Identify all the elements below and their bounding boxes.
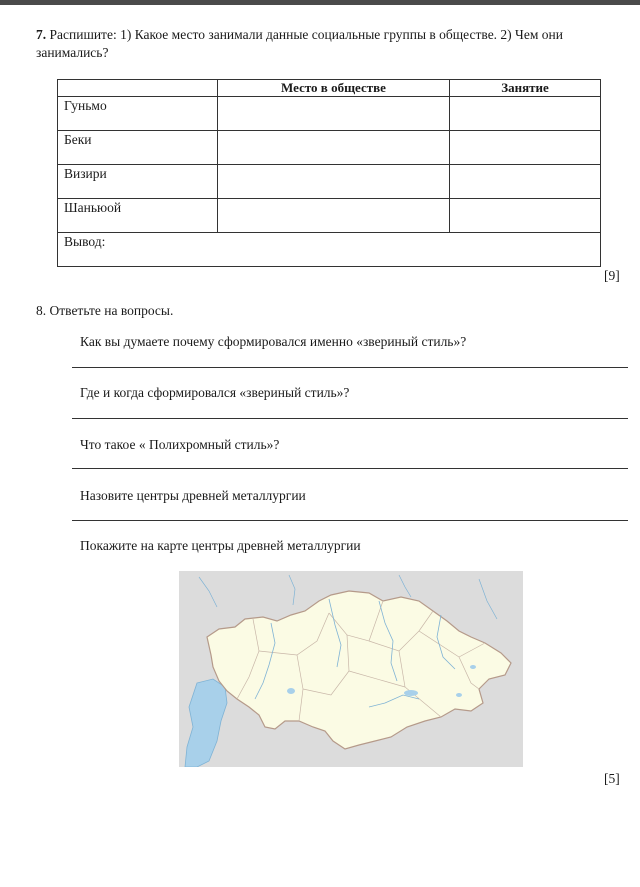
- place-cell[interactable]: [218, 97, 450, 131]
- conclusion-cell[interactable]: Вывод:: [58, 233, 601, 267]
- question-8-item-2: Где и когда сформировался «звериный стиль»?: [80, 385, 350, 400]
- question-8-title: 8. Ответьте на вопросы.: [36, 303, 174, 318]
- question-8-item-5: Покажите на карте центры древней металлургии: [80, 538, 361, 553]
- table-row: [58, 165, 601, 199]
- question-7-number: 7.: [36, 27, 47, 42]
- answer-line-3[interactable]: [72, 468, 628, 469]
- question-8-item-3: Что такое « Полихромный стиль»?: [80, 437, 280, 452]
- header-occupation: Занятие: [450, 80, 601, 97]
- social-groups-table: [57, 79, 601, 267]
- question-8-item-1: Как вы думаете почему сформировался именно «звериный стиль»?: [80, 334, 467, 349]
- table-row: [58, 131, 601, 165]
- question-8-score: [5]: [604, 771, 620, 786]
- row-label: Визири: [58, 165, 218, 199]
- occupation-cell[interactable]: [450, 131, 601, 165]
- table-row: [58, 97, 601, 131]
- place-cell[interactable]: [218, 199, 450, 233]
- question-7-body: Распишите: 1) Какое место занимали данные социальные группы в обществе. 2) Чем они занимались?: [36, 27, 563, 60]
- occupation-cell[interactable]: [450, 165, 601, 199]
- place-cell[interactable]: [218, 131, 450, 165]
- row-label: Шаньюой: [58, 199, 218, 233]
- lake-alakol: [456, 693, 462, 697]
- answer-line-1[interactable]: [72, 367, 628, 368]
- kazakhstan-map[interactable]: [179, 571, 523, 767]
- conclusion-row: [58, 233, 601, 267]
- occupation-cell[interactable]: [450, 97, 601, 131]
- table-row: [58, 199, 601, 233]
- question-7-score: [9]: [604, 268, 620, 283]
- occupation-cell[interactable]: [450, 199, 601, 233]
- top-edge-bar: [0, 0, 640, 5]
- question-7-text: [36, 26, 626, 62]
- answer-line-4[interactable]: [72, 520, 628, 521]
- place-cell[interactable]: [218, 165, 450, 199]
- aral-sea: [287, 688, 295, 694]
- lake-zaysan: [470, 665, 476, 669]
- answer-line-2[interactable]: [72, 418, 628, 419]
- header-group: [58, 80, 218, 97]
- row-label: Гуньмо: [58, 97, 218, 131]
- table-header-row: [58, 80, 601, 97]
- row-label: Беки: [58, 131, 218, 165]
- lake-balkhash: [404, 690, 418, 696]
- question-8-item-4: Назовите центры древней металлургии: [80, 488, 306, 503]
- header-place-in-society: Место в обществе: [218, 80, 450, 97]
